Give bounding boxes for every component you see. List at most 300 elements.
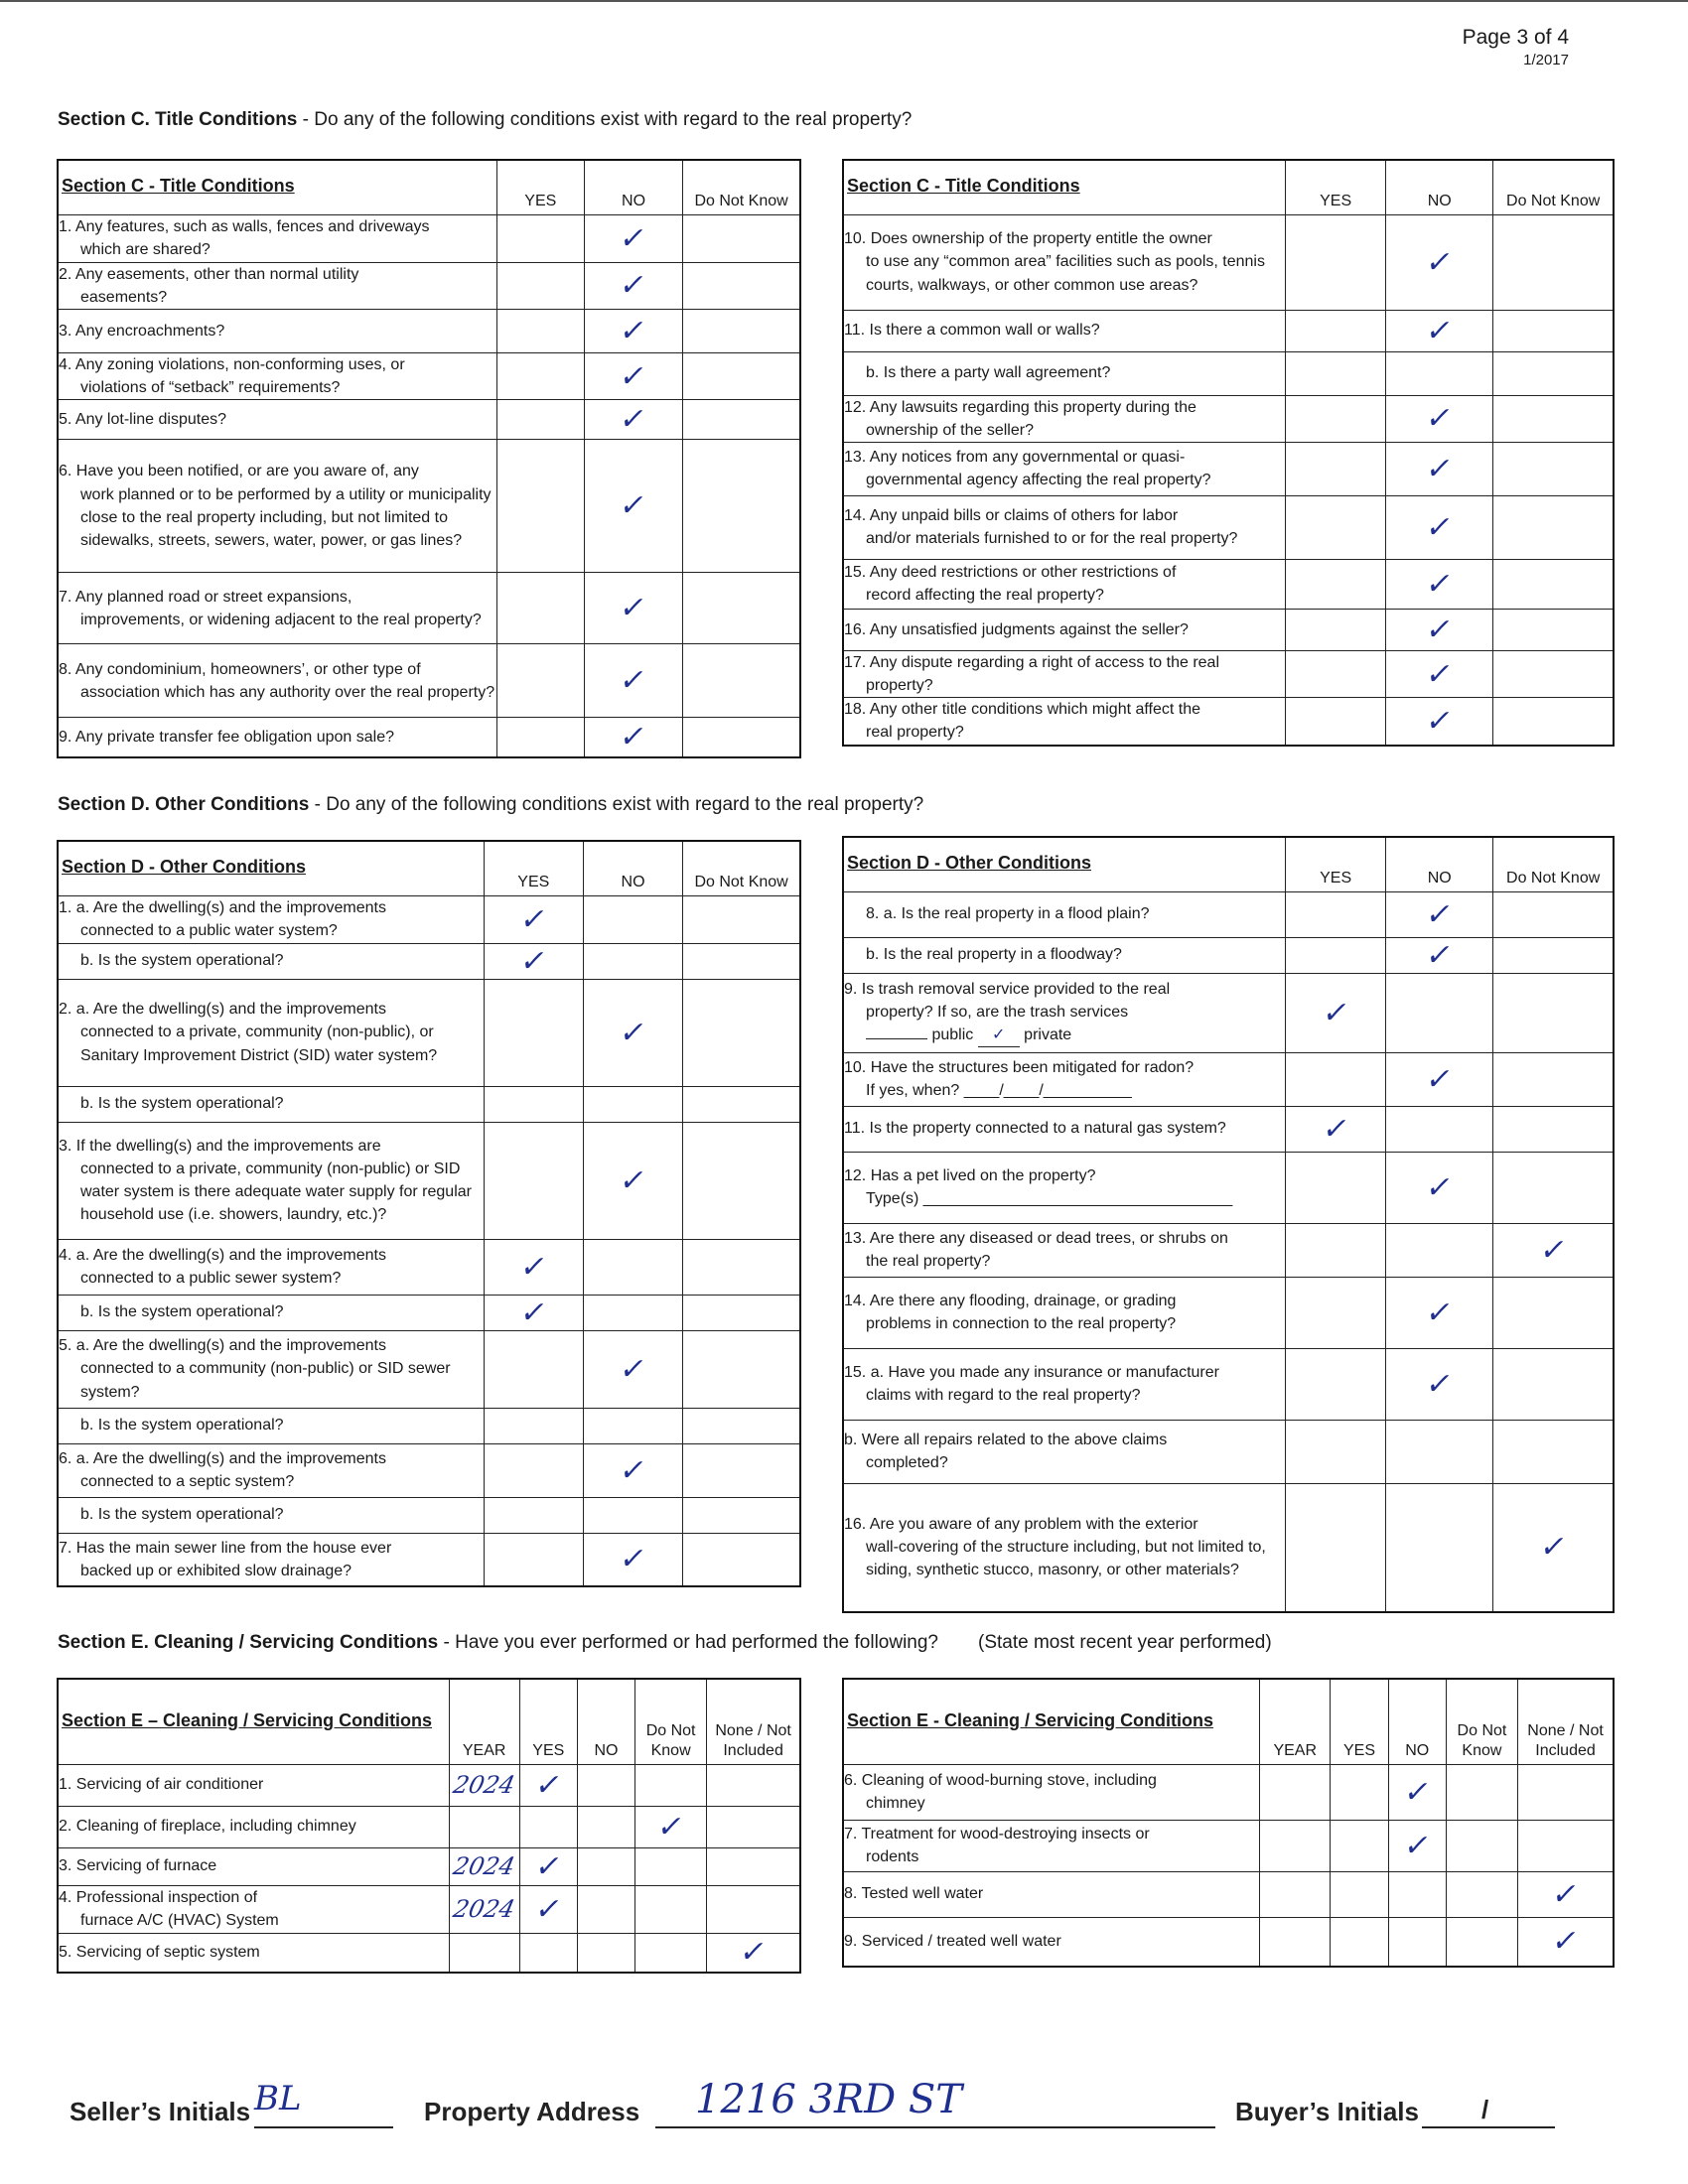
section-e-left-title: Section E – Cleaning / Servicing Conditions — [58, 1679, 449, 1764]
answer-yes-cell[interactable] — [1286, 495, 1386, 559]
answer-dnk-cell[interactable] — [683, 400, 800, 440]
answer-dnk-cell[interactable] — [1493, 1152, 1614, 1223]
answer-yes-cell[interactable] — [1286, 559, 1386, 609]
question-row — [843, 495, 1614, 559]
question-row — [58, 1497, 800, 1533]
question-line: 8. Tested well water — [844, 1885, 984, 1903]
answer-yes-cell[interactable] — [519, 1847, 577, 1885]
question-continuation: b. Is the real property in a floodway? — [866, 946, 1122, 964]
question-row — [843, 891, 1614, 937]
answer-dnk-cell[interactable] — [683, 573, 800, 644]
answer-dnk-cell[interactable] — [683, 1408, 800, 1443]
question-row — [843, 1871, 1614, 1917]
answer-no-cell[interactable] — [577, 1885, 634, 1933]
answer-dnk-cell[interactable] — [1493, 395, 1614, 442]
answer-no-cell[interactable] — [584, 718, 682, 757]
question-text — [58, 1330, 484, 1408]
answer-no-cell[interactable] — [1386, 937, 1493, 973]
answer-dnk-cell[interactable] — [683, 1086, 800, 1122]
question-line: 4. Professional inspection of — [59, 1888, 258, 1906]
year-cell[interactable] — [449, 1847, 519, 1885]
question-row — [58, 895, 800, 943]
question-row — [58, 1122, 800, 1239]
question-row — [843, 214, 1614, 310]
col-dnk: Do Not Know — [1493, 837, 1614, 891]
answer-yes-cell[interactable] — [1331, 1871, 1388, 1917]
checkmark-icon: ✓ — [1536, 1232, 1570, 1268]
answer-yes-cell[interactable] — [1286, 1277, 1386, 1348]
answer-dnk-cell[interactable] — [635, 1806, 707, 1847]
checkmark-icon: ✓ — [1423, 1295, 1457, 1330]
answer-no-cell[interactable] — [584, 644, 682, 718]
question-text — [58, 718, 496, 757]
question-text — [843, 973, 1286, 1052]
answer-dnk-cell[interactable] — [635, 1933, 707, 1973]
col-dnk: Do Not Know — [683, 160, 800, 214]
checkmark-icon: ✓ — [1423, 244, 1457, 280]
answer-no-cell[interactable] — [1386, 559, 1493, 609]
answer-yes-cell[interactable] — [484, 1239, 583, 1295]
answer-no-cell[interactable] — [584, 352, 682, 399]
answer-dnk-cell[interactable] — [683, 644, 800, 718]
answer-yes-cell[interactable] — [484, 1122, 583, 1239]
question-row — [58, 1239, 800, 1295]
question-text — [58, 1847, 449, 1885]
answer-none-cell[interactable] — [707, 1764, 800, 1806]
answer-no-cell[interactable] — [1386, 1152, 1493, 1223]
question-row — [843, 351, 1614, 395]
property-address-value[interactable]: 1216 3RD ST — [695, 2077, 962, 2122]
question-row — [843, 1277, 1614, 1348]
year-cell[interactable] — [1260, 1820, 1331, 1871]
answer-dnk-cell[interactable] — [1493, 1106, 1614, 1152]
answer-no-cell[interactable] — [584, 214, 682, 262]
answer-yes-cell[interactable] — [496, 644, 584, 718]
answer-dnk-cell[interactable] — [683, 1330, 800, 1408]
answer-dnk-cell[interactable] — [683, 214, 800, 262]
col-none: None / Not Included — [707, 1679, 800, 1764]
answer-yes-cell[interactable] — [484, 1295, 583, 1330]
answer-dnk-cell[interactable] — [683, 352, 800, 399]
answer-yes-cell[interactable] — [1286, 214, 1386, 310]
checkmark-icon: ✓ — [1549, 1924, 1582, 1960]
answer-dnk-cell[interactable] — [683, 1122, 800, 1239]
answer-no-cell[interactable] — [1386, 973, 1493, 1052]
form-revision: 1/2017 — [1523, 52, 1569, 68]
answer-dnk-cell[interactable] — [1493, 1277, 1614, 1348]
answer-dnk-cell[interactable] — [683, 440, 800, 573]
answer-dnk-cell[interactable] — [683, 262, 800, 309]
question-text — [58, 1933, 449, 1973]
answer-yes-cell[interactable] — [519, 1764, 577, 1806]
question-continuation: Type(s) ___________________________________ — [866, 1190, 1233, 1207]
answer-yes-cell[interactable] — [1286, 310, 1386, 351]
question-text — [843, 1764, 1260, 1820]
answer-dnk-cell[interactable] — [1493, 1348, 1614, 1420]
option-private: private — [1024, 1026, 1072, 1044]
checkmark-icon: ✓ — [617, 402, 650, 438]
answer-yes-cell[interactable] — [1286, 891, 1386, 937]
question-continuation: furnace A/C (HVAC) System — [80, 1912, 279, 1929]
answer-dnk-cell[interactable] — [1493, 609, 1614, 650]
answer-no-cell[interactable] — [1388, 1820, 1446, 1871]
question-row — [58, 1806, 800, 1847]
answer-no-cell[interactable] — [583, 1497, 682, 1533]
answer-no-cell[interactable] — [577, 1933, 634, 1973]
answer-dnk-cell[interactable] — [1493, 650, 1614, 697]
answer-no-cell[interactable] — [583, 1295, 682, 1330]
question-text — [58, 895, 484, 943]
answer-no-cell[interactable] — [584, 440, 682, 573]
question-row — [58, 214, 800, 262]
col-no: NO — [577, 1679, 634, 1764]
section-d-heading — [58, 794, 923, 816]
col-dnk: Do Not Know — [1493, 160, 1614, 214]
answer-no-cell[interactable] — [584, 400, 682, 440]
answer-dnk-cell[interactable] — [1493, 559, 1614, 609]
answer-dnk-cell[interactable] — [635, 1885, 707, 1933]
question-text — [58, 979, 484, 1086]
answer-no-cell[interactable] — [577, 1764, 634, 1806]
answer-dnk-cell[interactable] — [1493, 891, 1614, 937]
section-d-right-title: Section D - Other Conditions — [843, 837, 1286, 891]
answer-dnk-cell[interactable] — [683, 979, 800, 1086]
answer-yes-cell[interactable] — [496, 262, 584, 309]
question-continuation: and/or materials furnished to or for the real property? — [866, 530, 1238, 548]
answer-dnk-cell[interactable] — [1493, 937, 1614, 973]
question-continuation: violations of “setback” requirements? — [80, 379, 341, 397]
answer-yes-cell[interactable] — [484, 1443, 583, 1497]
checkmark-icon: ✓ — [1423, 656, 1457, 692]
answer-no-cell[interactable] — [1386, 1106, 1493, 1152]
question-line: 9. Serviced / treated well water — [844, 1933, 1061, 1951]
seller-initials-value[interactable]: BL — [254, 2079, 302, 2118]
answer-yes-cell[interactable] — [1286, 1348, 1386, 1420]
answer-no-cell[interactable] — [1386, 442, 1493, 495]
answer-dnk-cell[interactable] — [1493, 310, 1614, 351]
col-yes: YES — [1286, 160, 1386, 214]
answer-yes-cell[interactable] — [484, 1408, 583, 1443]
question-text — [58, 1443, 484, 1497]
answer-yes-cell[interactable] — [1286, 1223, 1386, 1277]
answer-dnk-cell[interactable] — [1493, 1483, 1614, 1612]
answer-yes-cell[interactable] — [519, 1806, 577, 1847]
question-text — [843, 495, 1286, 559]
answer-no-cell[interactable] — [583, 1330, 682, 1408]
question-line: 5. a. Are the dwelling(s) and the improvements — [59, 1337, 386, 1355]
answer-dnk-cell[interactable] — [1446, 1917, 1517, 1967]
question-row — [843, 973, 1614, 1052]
question-line: 1. Servicing of air conditioner — [59, 1776, 264, 1794]
question-line: 17. Any dispute regarding a right of access to the real — [844, 653, 1220, 671]
section-e-right-title: Section E - Cleaning / Servicing Conditions — [843, 1679, 1260, 1764]
question-continuation: record affecting the real property? — [866, 587, 1104, 605]
answer-yes-cell[interactable] — [519, 1933, 577, 1973]
answer-none-cell[interactable] — [1518, 1917, 1614, 1967]
answer-dnk-cell[interactable] — [683, 1497, 800, 1533]
year-cell[interactable] — [1260, 1871, 1331, 1917]
answer-no-cell[interactable] — [1386, 698, 1493, 746]
question-line: 13. Any notices from any governmental or quasi- — [844, 449, 1186, 467]
answer-no-cell[interactable] — [1386, 395, 1493, 442]
question-continuation: connected to a septic system? — [80, 1473, 295, 1490]
question-row — [843, 698, 1614, 746]
year-cell[interactable] — [449, 1885, 519, 1933]
question-text — [58, 1497, 484, 1533]
answer-dnk-cell[interactable] — [683, 895, 800, 943]
checkmark-icon: ✓ — [617, 720, 650, 754]
answer-no-cell[interactable] — [583, 895, 682, 943]
question-text — [58, 1806, 449, 1847]
answer-no-cell[interactable] — [1388, 1917, 1446, 1967]
answer-no-cell[interactable] — [1386, 650, 1493, 697]
checkmark-icon: ✓ — [617, 1542, 649, 1577]
answer-none-cell[interactable] — [1518, 1764, 1614, 1820]
col-yes: YES — [484, 841, 583, 895]
col-none: None / Not Included — [1518, 1679, 1614, 1764]
answer-dnk-cell[interactable] — [1493, 973, 1614, 1052]
answer-no-cell[interactable] — [1386, 1223, 1493, 1277]
answer-yes-cell[interactable] — [496, 573, 584, 644]
answer-none-cell[interactable] — [707, 1933, 800, 1973]
answer-yes-cell[interactable] — [496, 440, 584, 573]
question-line: b. Were all repairs related to the above claims — [844, 1431, 1168, 1448]
question-line: 13. Are there any diseased or dead trees, or shrubs on — [844, 1229, 1228, 1247]
answer-dnk-cell[interactable] — [1446, 1820, 1517, 1871]
checkmark-icon: ✓ — [1423, 703, 1457, 739]
answer-none-cell[interactable] — [1518, 1820, 1614, 1871]
answer-no-cell[interactable] — [583, 1408, 682, 1443]
answer-dnk-cell[interactable] — [683, 1295, 800, 1330]
question-continuation: b. Is the system operational? — [80, 1095, 284, 1113]
question-row — [58, 644, 800, 718]
question-row — [843, 650, 1614, 697]
answer-yes-cell[interactable] — [1286, 442, 1386, 495]
option-mark[interactable]: ✓ — [978, 1024, 1020, 1047]
answer-no-cell[interactable] — [583, 1443, 682, 1497]
question-line: 14. Any unpaid bills or claims of others for labor — [844, 507, 1179, 525]
question-row — [58, 718, 800, 757]
answer-dnk-cell[interactable] — [1493, 351, 1614, 395]
answer-dnk-cell[interactable] — [635, 1764, 707, 1806]
question-row — [58, 262, 800, 309]
answer-yes-cell[interactable] — [496, 400, 584, 440]
answer-yes-cell[interactable] — [496, 718, 584, 757]
answer-yes-cell[interactable] — [1286, 1152, 1386, 1223]
answer-no-cell[interactable] — [1386, 310, 1493, 351]
question-continuation: problems in connection to the real property? — [866, 1315, 1177, 1332]
answer-yes-cell[interactable] — [1331, 1917, 1388, 1967]
answer-dnk-cell[interactable] — [683, 943, 800, 979]
answer-no-cell[interactable] — [1388, 1871, 1446, 1917]
answer-dnk-cell[interactable] — [683, 1239, 800, 1295]
question-continuation: real property? — [866, 724, 964, 742]
answer-dnk-cell[interactable] — [1493, 495, 1614, 559]
question-continuation: b. Is the system operational? — [80, 1417, 284, 1434]
answer-yes-cell[interactable] — [1286, 1106, 1386, 1152]
section-d-heading-prompt: - Do any of the following conditions exist with regard to the real property? — [309, 794, 924, 815]
answer-no-cell[interactable] — [1386, 1348, 1493, 1420]
answer-dnk-cell[interactable] — [635, 1847, 707, 1885]
answer-yes-cell[interactable] — [496, 309, 584, 352]
answer-no-cell[interactable] — [1386, 1420, 1493, 1483]
question-row — [843, 1917, 1614, 1967]
checkmark-icon: ✓ — [617, 663, 650, 699]
section-d-right-table — [842, 836, 1615, 1613]
answer-dnk-cell[interactable] — [1446, 1764, 1517, 1820]
year-cell[interactable] — [1260, 1917, 1331, 1967]
question-line: 9. Any private transfer fee obligation upon sale? — [59, 728, 394, 746]
section-c-right-title: Section C - Title Conditions — [843, 160, 1286, 214]
question-line: 18. Any other title conditions which might affect the — [844, 701, 1201, 719]
answer-no-cell[interactable] — [584, 309, 682, 352]
answer-yes-cell[interactable] — [496, 352, 584, 399]
section-d-left-table — [57, 840, 801, 1587]
answer-dnk-cell[interactable] — [683, 309, 800, 352]
answer-yes-cell[interactable] — [1331, 1764, 1388, 1820]
answer-no-cell[interactable] — [1388, 1764, 1446, 1820]
answer-dnk-cell[interactable] — [1493, 698, 1614, 746]
answer-dnk-cell[interactable] — [683, 1533, 800, 1586]
year-cell[interactable] — [449, 1933, 519, 1973]
question-continuation: the real property? — [866, 1253, 991, 1270]
answer-none-cell[interactable] — [707, 1847, 800, 1885]
question-line: 7. Treatment for wood-destroying insects or — [844, 1825, 1150, 1843]
question-line: 3. If the dwelling(s) and the improvements are — [59, 1137, 381, 1155]
question-text — [843, 1348, 1286, 1420]
checkmark-icon: ✓ — [532, 1848, 565, 1884]
answer-yes-cell[interactable] — [484, 1497, 583, 1533]
col-no: NO — [583, 841, 682, 895]
year-cell[interactable] — [449, 1764, 519, 1806]
answer-no-cell[interactable] — [583, 979, 682, 1086]
question-continuation: connected to a community (non-public) or SID sewer system? — [80, 1360, 451, 1401]
col-dnk: Do Not Know — [1446, 1679, 1517, 1764]
question-row — [843, 1420, 1614, 1483]
answer-no-cell[interactable] — [583, 1086, 682, 1122]
question-row — [58, 943, 800, 979]
checkmark-icon: ✓ — [1423, 896, 1457, 932]
checkmark-icon: ✓ — [1536, 1530, 1570, 1566]
answer-dnk-cell[interactable] — [1493, 1052, 1614, 1106]
question-line: 3. Any encroachments? — [59, 322, 225, 340]
answer-yes-cell[interactable] — [1286, 1052, 1386, 1106]
question-text — [843, 310, 1286, 351]
question-continuation: b. Is the system operational? — [80, 1303, 284, 1321]
section-c-heading — [58, 109, 912, 131]
checkmark-icon: ✓ — [532, 1767, 565, 1803]
question-text — [843, 1152, 1286, 1223]
answer-yes-cell[interactable] — [1286, 1483, 1386, 1612]
answer-yes-cell[interactable] — [1331, 1820, 1388, 1871]
question-line: 12. Any lawsuits regarding this property during the — [844, 398, 1196, 416]
answer-yes-cell[interactable] — [496, 214, 584, 262]
answer-no-cell[interactable] — [1386, 891, 1493, 937]
answer-dnk-cell[interactable] — [683, 718, 800, 757]
answer-yes-cell[interactable] — [1286, 698, 1386, 746]
question-continuation: connected to a private, community (non-public), or Sanitary Improvement District (SID) water system? — [80, 1024, 438, 1064]
answer-dnk-cell[interactable] — [1493, 1420, 1614, 1483]
checkmark-icon: ✓ — [617, 488, 650, 524]
col-year: YEAR — [449, 1679, 519, 1764]
answer-no-cell[interactable] — [1386, 609, 1493, 650]
answer-dnk-cell[interactable] — [1493, 214, 1614, 310]
year-cell[interactable] — [449, 1806, 519, 1847]
answer-yes-cell[interactable] — [484, 1533, 583, 1586]
question-text — [843, 1052, 1286, 1106]
answer-yes-cell[interactable] — [1286, 609, 1386, 650]
col-yes: YES — [519, 1679, 577, 1764]
year-cell[interactable] — [1260, 1764, 1331, 1820]
answer-no-cell[interactable] — [1386, 495, 1493, 559]
answer-dnk-cell[interactable] — [1493, 1223, 1614, 1277]
answer-no-cell[interactable] — [1386, 1277, 1493, 1348]
answer-yes-cell[interactable] — [484, 895, 583, 943]
answer-no-cell[interactable] — [583, 1239, 682, 1295]
answer-yes-cell[interactable] — [1286, 973, 1386, 1052]
buyer-initials-value[interactable]: / — [1481, 2095, 1489, 2124]
answer-none-cell[interactable] — [707, 1806, 800, 1847]
answer-yes-cell[interactable] — [1286, 650, 1386, 697]
answer-no-cell[interactable] — [584, 573, 682, 644]
answer-yes-cell[interactable] — [484, 943, 583, 979]
answer-dnk-cell[interactable] — [683, 1443, 800, 1497]
question-continuation: connected to a private, community (non-public) or SID water system is there adequate water supply for regular household use (i.e. showers, laundry, etc.)? — [80, 1160, 472, 1224]
answer-yes-cell[interactable] — [1286, 1420, 1386, 1483]
checkmark-icon: ✓ — [617, 1015, 649, 1050]
answer-no-cell[interactable] — [577, 1806, 634, 1847]
answer-no-cell[interactable] — [583, 1122, 682, 1239]
answer-no-cell[interactable] — [1386, 214, 1493, 310]
section-e-left-table — [57, 1678, 801, 1974]
answer-yes-cell[interactable] — [1286, 395, 1386, 442]
answer-no-cell[interactable] — [583, 1533, 682, 1586]
answer-yes-cell[interactable] — [484, 979, 583, 1086]
answer-yes-cell[interactable] — [519, 1885, 577, 1933]
answer-no-cell[interactable] — [1386, 1483, 1493, 1612]
question-text — [58, 1533, 484, 1586]
answer-yes-cell[interactable] — [484, 1330, 583, 1408]
question-continuation: b. Is there a party wall agreement? — [866, 364, 1111, 382]
col-yes: YES — [1286, 837, 1386, 891]
answer-yes-cell[interactable] — [1286, 351, 1386, 395]
answer-yes-cell[interactable] — [484, 1086, 583, 1122]
answer-dnk-cell[interactable] — [1493, 442, 1614, 495]
buyer-initials-label: Buyer’s Initials — [1235, 2097, 1419, 2126]
question-line: 16. Are you aware of any problem with the exterior — [844, 1515, 1198, 1533]
answer-no-cell[interactable] — [1386, 1052, 1493, 1106]
question-continuation: 8. a. Is the real property in a flood plain? — [866, 905, 1150, 923]
col-dnk: Do Not Know — [683, 841, 800, 895]
answer-no-cell[interactable] — [583, 943, 682, 979]
question-line: 4. Any zoning violations, non-conforming uses, or — [59, 355, 405, 373]
section-c-right-table — [842, 159, 1615, 747]
answer-dnk-cell[interactable] — [1446, 1871, 1517, 1917]
question-row — [58, 573, 800, 644]
section-c-left-table — [57, 159, 801, 758]
answer-none-cell[interactable] — [1518, 1871, 1614, 1917]
question-text — [843, 1871, 1260, 1917]
checkmark-icon: ✓ — [1423, 612, 1457, 647]
answer-yes-cell[interactable] — [1286, 937, 1386, 973]
question-line: 2. a. Are the dwelling(s) and the improvements — [59, 1001, 386, 1019]
answer-no-cell[interactable] — [584, 262, 682, 309]
question-text — [58, 1764, 449, 1806]
answer-no-cell[interactable] — [577, 1847, 634, 1885]
answer-no-cell[interactable] — [1386, 351, 1493, 395]
answer-none-cell[interactable] — [707, 1885, 800, 1933]
question-text — [58, 214, 496, 262]
